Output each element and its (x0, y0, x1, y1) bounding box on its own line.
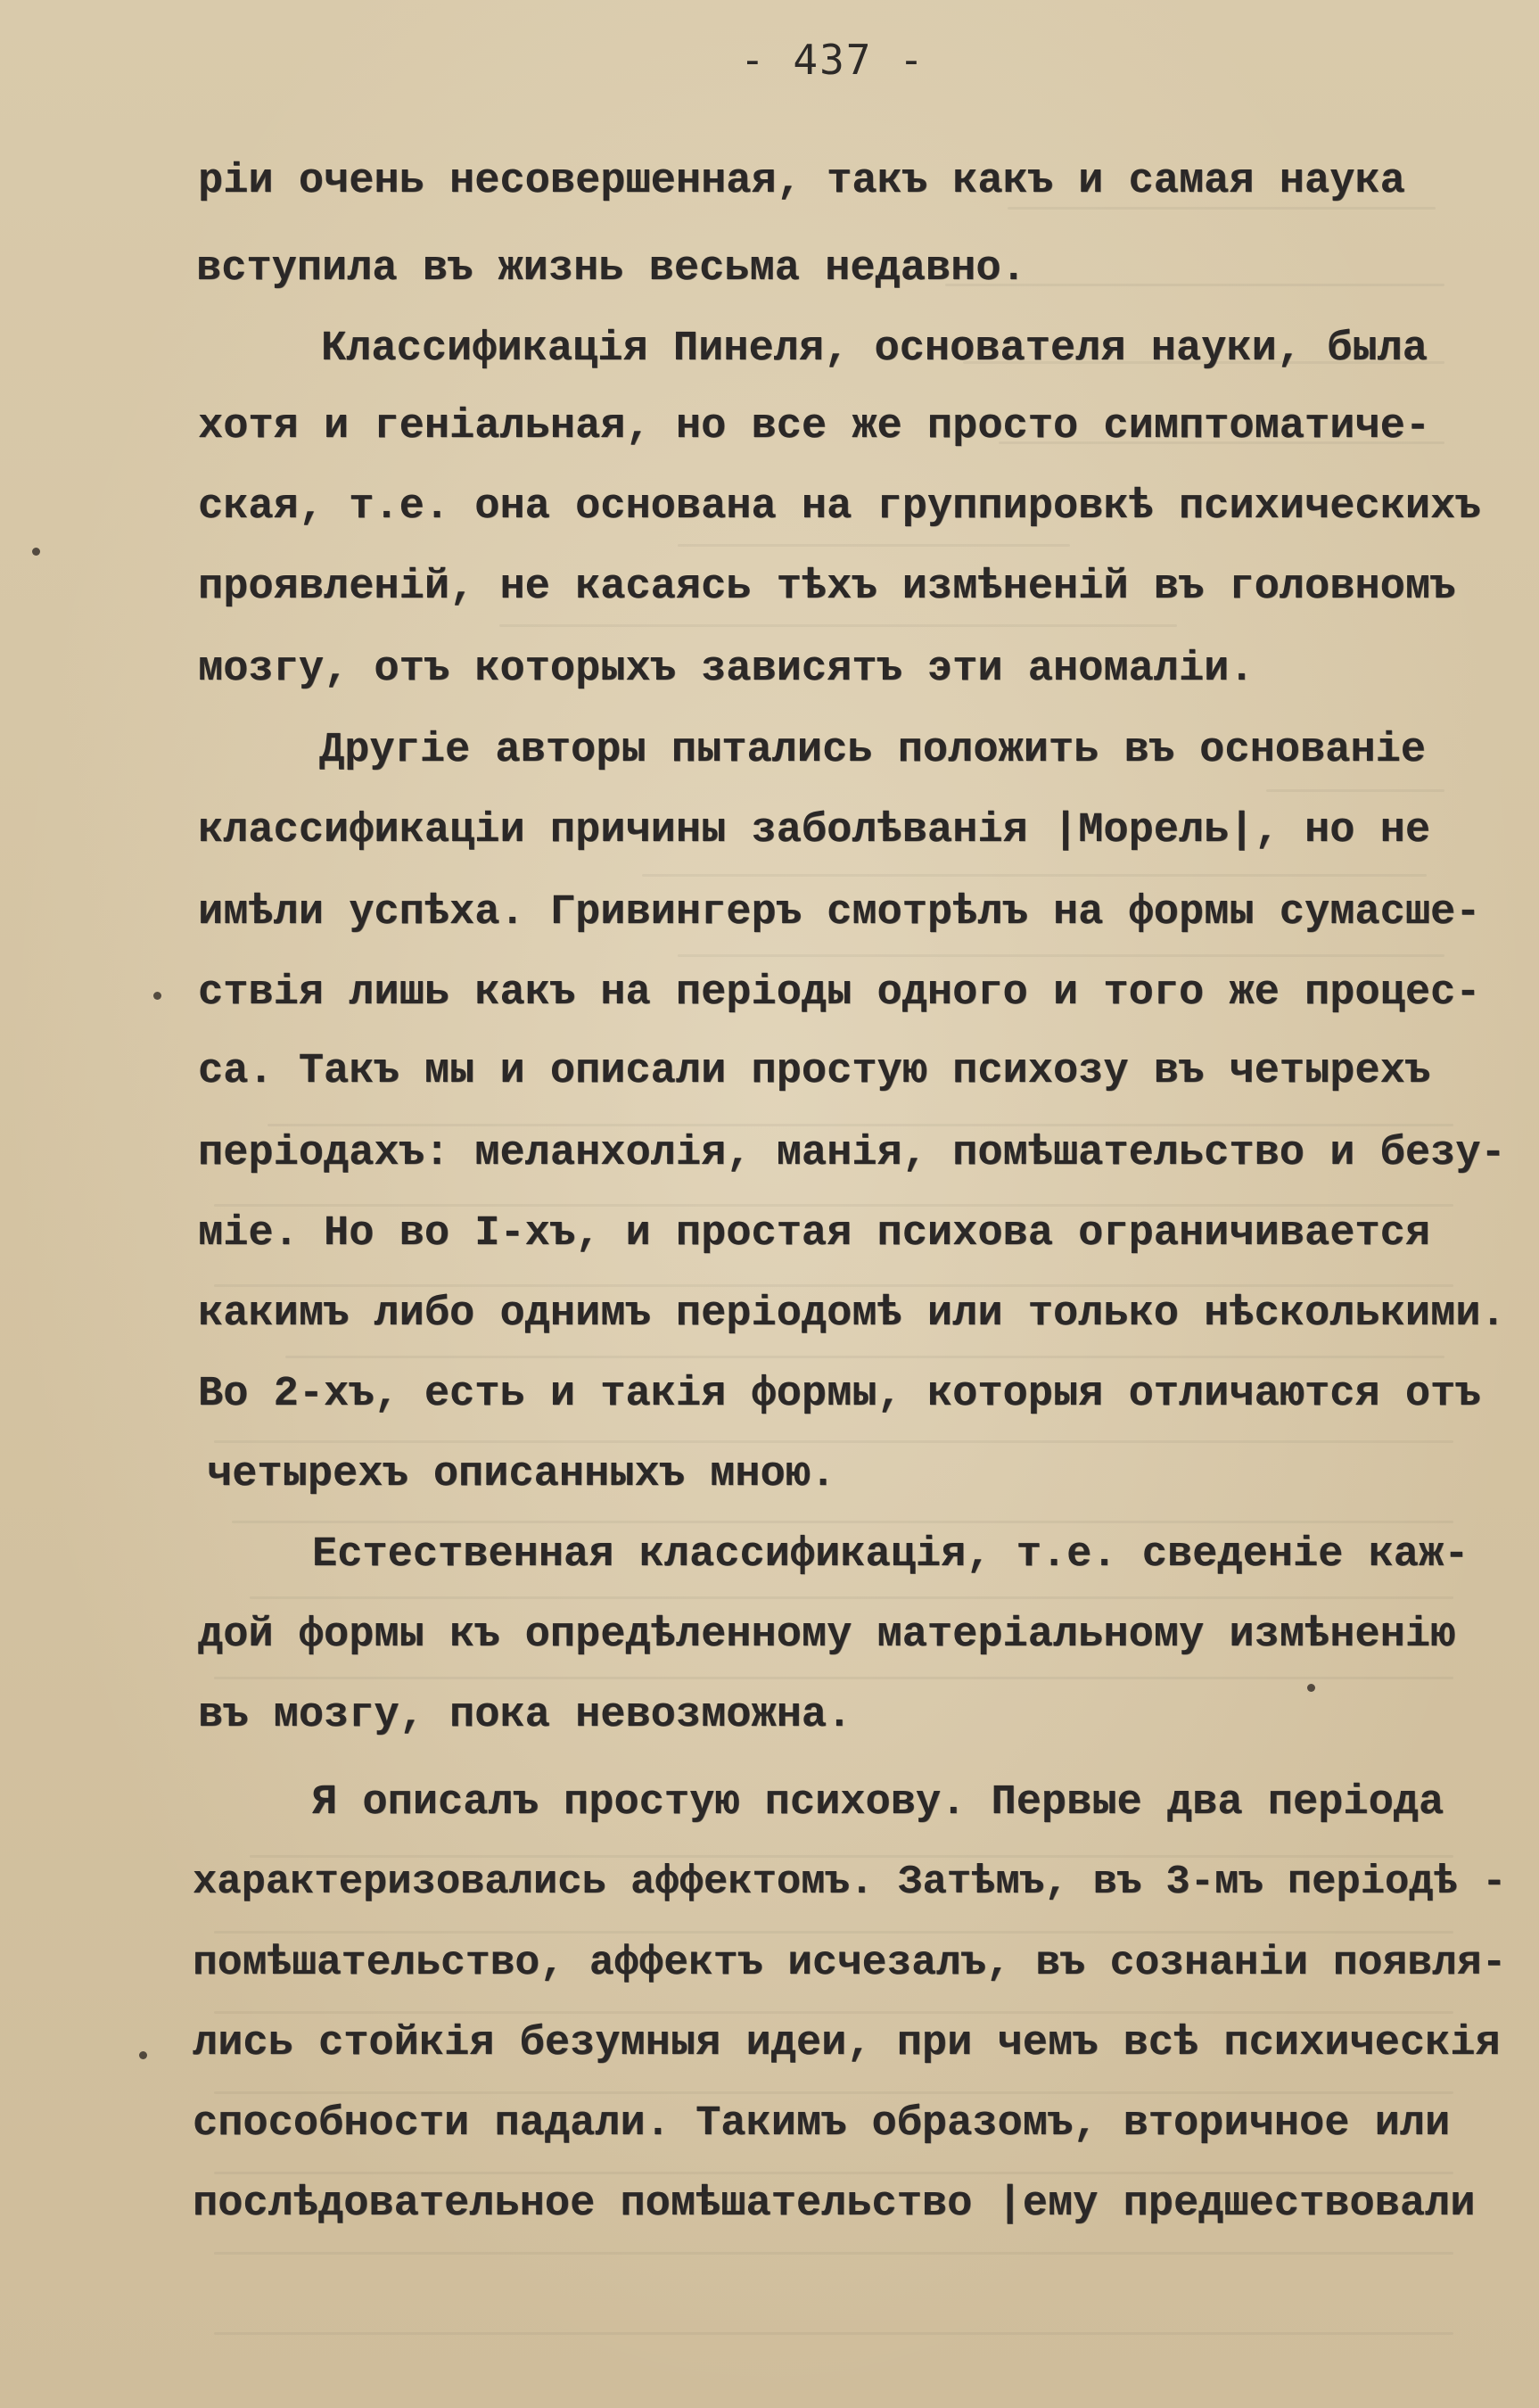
text-line: мiе. Но во I-хъ, и простая психова ограничивается (198, 1210, 1431, 1258)
bleed-through-line (267, 1124, 1453, 1126)
text-line: ствiя лишь какъ на перiоды одного и того же процес- (198, 969, 1481, 1017)
bleed-through-line (214, 1677, 1453, 1679)
text-line: въ мозгу, пока невозможна. (198, 1692, 852, 1739)
text-line: Классификацiя Пинеля, основателя науки, была (321, 326, 1428, 373)
bleed-through-line (214, 1440, 1453, 1443)
text-line: помѣшательство, аффектъ исчезалъ, въ сознанiи появля- (193, 1939, 1507, 1986)
bleed-through-line (499, 624, 1177, 627)
text-line: мозгу, отъ которыхъ зависятъ эти аномалiи. (198, 646, 1255, 693)
bleed-through-line (250, 1855, 1453, 1858)
text-line: лись стойкiя безумныя идеи, при чемъ всѣ психическiя (193, 2020, 1501, 2067)
bleed-through-line (214, 1204, 1453, 1207)
page-number: - 437 - (740, 36, 926, 84)
text-line: четырехъ описанныхъ мною. (207, 1451, 836, 1498)
bleed-through-line (678, 544, 1070, 547)
bleed-through-line (214, 2332, 1453, 2335)
text-line: Во 2-хъ, есть и такiя формы, которыя отличаются отъ (198, 1371, 1481, 1418)
bleed-through-line (214, 2172, 1453, 2174)
text-line: проявленiй, не касаясь тѣхъ измѣненiй въ головномъ (198, 564, 1456, 611)
text-line: характеризовались аффектомъ. Затѣмъ, въ 3-мъ перiодѣ - (193, 1859, 1507, 1905)
text-line: послѣдовательное помѣшательство |ему предшествовали (193, 2181, 1476, 2228)
bleed-through-line (285, 1356, 1444, 1358)
bleed-through-line (214, 2011, 1453, 2014)
text-line: дой формы къ опредѣленному матерiальному измѣненiю (198, 1612, 1456, 1659)
bleed-through-line (250, 1596, 1453, 1599)
text-line: Другiе авторы пытались положить въ основанiе (319, 727, 1427, 774)
text-line: Естественная классификацiя, т.е. сведенiе каж- (312, 1531, 1469, 1579)
bleed-through-line (1008, 207, 1436, 210)
text-line: способности падали. Такимъ образомъ, вторичное или (193, 2100, 1451, 2148)
ink-speck (153, 992, 161, 1000)
text-line: какимъ либо однимъ перiодомѣ или только нѣсколькими. (198, 1291, 1506, 1338)
bleed-through-line (214, 1284, 1453, 1287)
bleed-through-line (642, 874, 1427, 877)
bleed-through-line (232, 1521, 1453, 1523)
bleed-through-line (678, 954, 1444, 957)
text-line: имѣли успѣха. Гривингеръ смотрѣлъ на формы сумасше- (198, 889, 1481, 936)
text-line: са. Такъ мы и описали простую психозу въ четырехъ (198, 1048, 1431, 1095)
bleed-through-line (214, 2252, 1453, 2255)
ink-speck (1307, 1684, 1315, 1692)
ink-speck (32, 548, 40, 556)
text-line: хотя и генiальная, но все же просто симптоматиче- (198, 403, 1431, 450)
text-line: вступила въ жизнь весьма недавно. (196, 245, 1026, 293)
text-line: перiодахъ: меланхолiя, манiя, помѣшательство и безу- (198, 1130, 1506, 1177)
text-line: рiи очень несовершенная, такъ какъ и самая наука (198, 158, 1405, 205)
bleed-through-line (214, 1931, 1453, 1934)
bleed-through-line (1266, 789, 1444, 792)
text-line: классификацiи причины заболѣванiя |Морель|, но не (198, 807, 1431, 854)
ink-speck (139, 2051, 147, 2059)
text-line: ская, т.е. она основана на группировкѣ психическихъ (198, 483, 1481, 531)
text-line: Я описалъ простую психову. Первые два перiода (312, 1779, 1444, 1827)
bleed-through-line (214, 2091, 1453, 2094)
